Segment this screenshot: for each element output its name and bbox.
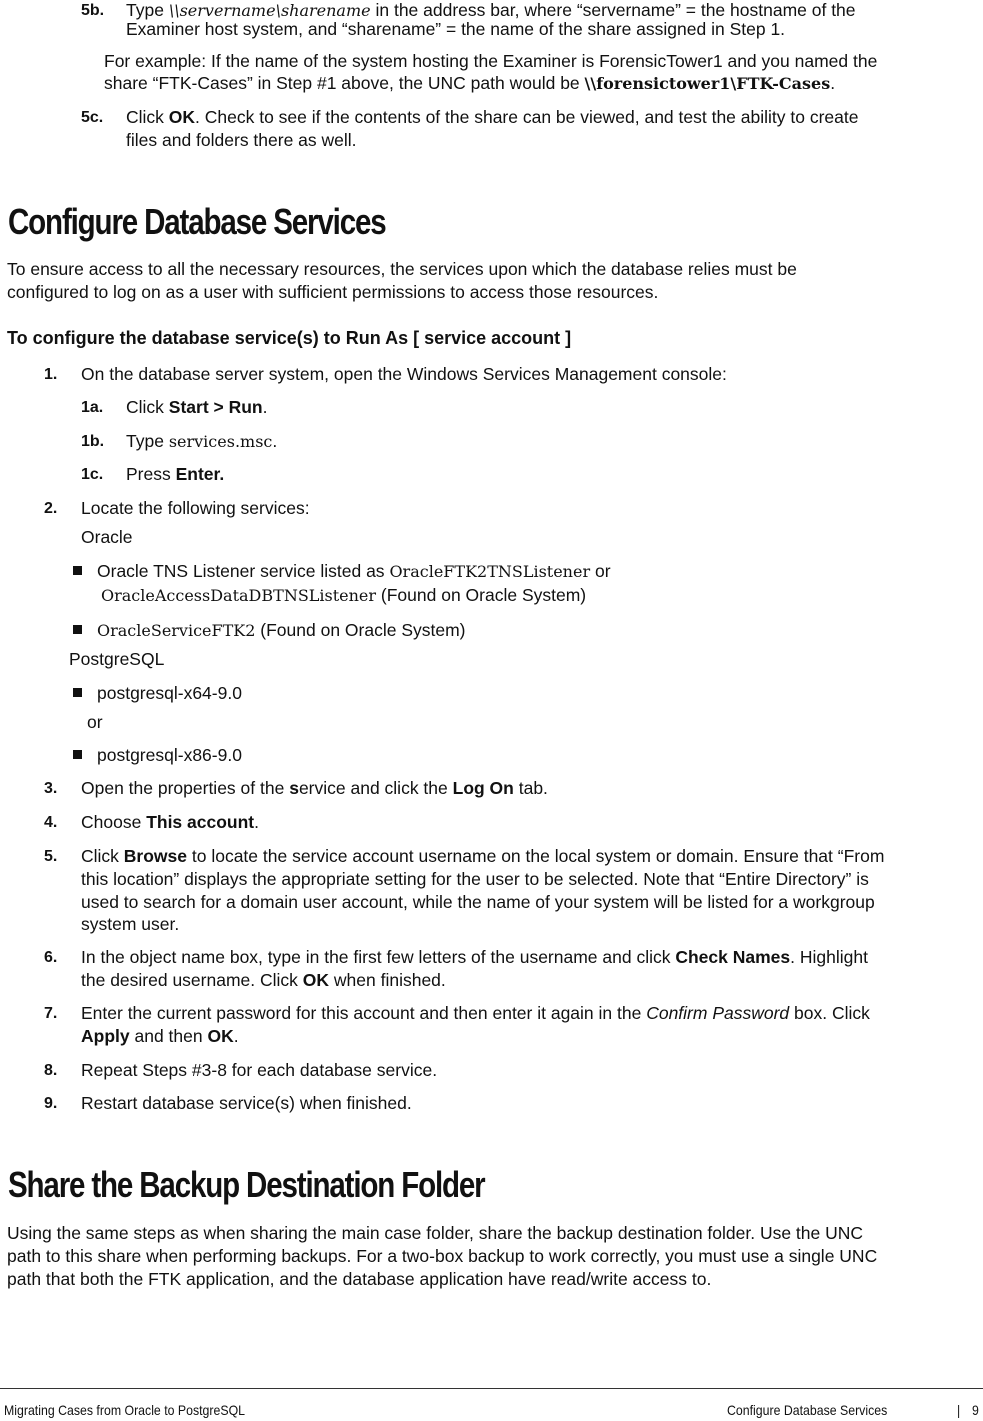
step-2-number: 2.: [44, 500, 58, 517]
step-1c-number: 1c.: [81, 466, 104, 483]
step-5c-number: 5c.: [81, 109, 104, 126]
bullet-marker: [73, 688, 82, 697]
oracle-tns-listener-item: Oracle TNS Listener service listed as OracleFTK2TNSListener or: [97, 561, 611, 581]
footer-section-title: Configure Database Services: [727, 1402, 888, 1418]
step-4-text: Choose This account.: [81, 812, 259, 832]
step-5b-line1: Type \\servername\sharename in the address bar, where “servername” = the hostname of the: [126, 0, 856, 20]
oracle-label: Oracle: [81, 527, 133, 547]
section1-intro-line1: To ensure access to all the necessary resources, the services upon which the database relies must be: [7, 259, 797, 279]
step-5-line2: this location” displays the appropriate setting for the user to be selected. Note that “Entire Directory” is: [81, 869, 869, 889]
oracle-service-item: OracleServiceFTK2 (Found on Oracle System): [97, 620, 466, 640]
step-1b-text: Type services.msc.: [126, 431, 278, 451]
postgresql-label: PostgreSQL: [69, 649, 165, 669]
postgresql-x64-item: postgresql-x64-9.0: [97, 683, 242, 703]
step-1c-text: Press Enter.: [126, 464, 225, 484]
step-5b-line2: Examiner host system, and “sharename” = the name of the share assigned in Step 1.: [126, 19, 786, 39]
example-line1: For example: If the name of the system hosting the Examiner is ForensicTower1 and you named the: [104, 51, 878, 71]
step-3-text: Open the properties of the service and click the Log On tab.: [81, 778, 548, 798]
step-5-line1: Click Browse to locate the service account username on the local system or domain. Ensure that “From: [81, 846, 885, 866]
step-5-line4: system user.: [81, 914, 180, 934]
services-msc-code: services.msc: [168, 432, 273, 451]
section-title-share-backup-destination: Share the Backup Destination Folder: [8, 1164, 485, 1205]
section1-intro-line2: configured to log on as a user with sufficient permissions to access those resources.: [7, 282, 659, 302]
bullet-marker: [73, 625, 82, 634]
step-1a-text: Click Start > Run.: [126, 397, 268, 417]
step-1-text: On the database server system, open the Windows Services Management console:: [81, 364, 727, 384]
step-5-line3: used to search for a domain user account, while the name of your system will be listed for a workgroup: [81, 892, 875, 912]
example-unc-path: \\forensictower1\FTK-Cases: [584, 74, 831, 93]
bullet-marker: [73, 750, 82, 759]
step-3-number: 3.: [44, 780, 58, 797]
example-line2: share “FTK-Cases” in Step #1 above, the UNC path would be \\forensictower1\FTK-Cases.: [104, 73, 836, 93]
procedure-heading: To configure the database service(s) to Run As [ service account ]: [7, 328, 572, 348]
step-6-number: 6.: [44, 949, 58, 966]
step-7-number: 7.: [44, 1005, 58, 1022]
bullet-marker: [73, 566, 82, 575]
oracle-tns-listener-item-line2: OracleAccessDataDBTNSListener (Found on Oracle System): [101, 585, 587, 605]
section2-line2: path to this share when performing backups. For a two-box backup to work correctly, you must use a single UNC: [7, 1246, 878, 1266]
or-label: or: [87, 712, 103, 732]
step-2-text: Locate the following services:: [81, 498, 310, 518]
step-9-number: 9.: [44, 1095, 58, 1112]
step-5c-line2: files and folders there as well.: [126, 130, 357, 150]
step-9-text: Restart database service(s) when finished.: [81, 1093, 412, 1113]
footer-document-title: Migrating Cases from Oracle to PostgreSQL: [4, 1402, 246, 1418]
step-7-line1: Enter the current password for this account and then enter it again in the Confirm Password box. Click: [81, 1003, 870, 1023]
step-6-line1: In the object name box, type in the first few letters of the username and click Check Names. Highlight: [81, 947, 868, 967]
section-title-configure-database-services: Configure Database Services: [8, 201, 386, 242]
footer-separator: |: [957, 1402, 961, 1418]
footer-page-number: 9: [972, 1402, 979, 1418]
postgresql-x86-item: postgresql-x86-9.0: [97, 745, 242, 765]
step-1-number: 1.: [44, 366, 58, 383]
step-4-number: 4.: [44, 814, 58, 831]
step-5c-line1: Click OK. Check to see if the contents of the share can be viewed, and test the ability to create: [126, 107, 859, 127]
step-8-number: 8.: [44, 1062, 58, 1079]
section2-line3: path that both the FTK application, and the database application have read/write access to.: [7, 1269, 712, 1289]
step-7-line2: Apply and then OK.: [81, 1026, 239, 1046]
step-5b-number: 5b.: [81, 2, 105, 19]
unc-path-template: \\servername\sharename: [168, 1, 371, 20]
step-1b-number: 1b.: [81, 433, 105, 450]
step-1a-number: 1a.: [81, 399, 104, 416]
page-footer: [0, 1388, 983, 1419]
step-6-line2: the desired username. Click OK when finished.: [81, 970, 446, 990]
section2-line1: Using the same steps as when sharing the main case folder, share the backup destination folder. Use the UNC: [7, 1223, 864, 1243]
step-5-number: 5.: [44, 848, 58, 865]
step-8-text: Repeat Steps #3-8 for each database service.: [81, 1060, 438, 1080]
